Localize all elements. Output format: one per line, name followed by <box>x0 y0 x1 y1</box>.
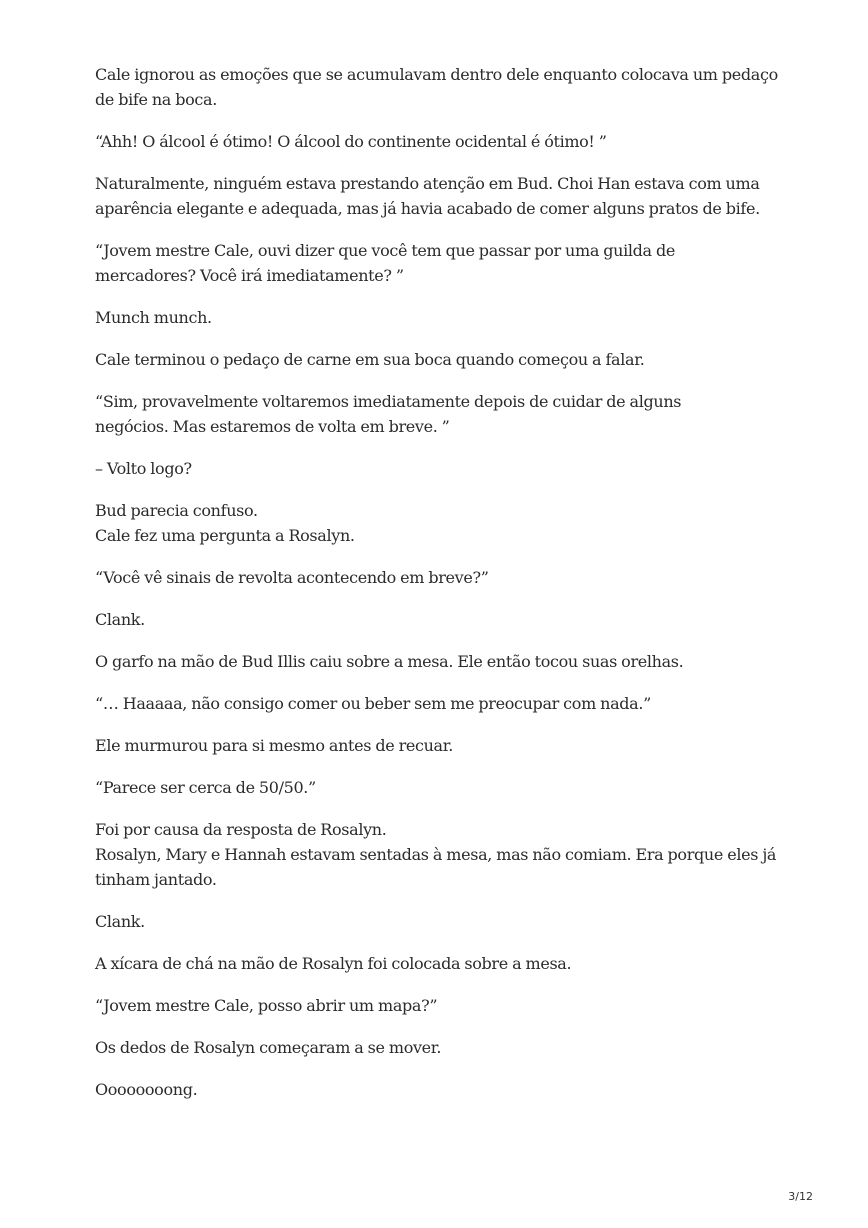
text-line: aparência elegante e adequada, mas já havia acabado de comer alguns pratos de bife. <box>95 199 760 218</box>
text-line: Naturalmente, ninguém estava prestando atenção em Bud. Choi Han estava com uma <box>95 174 760 193</box>
text-line: Oooooooong. <box>95 1080 198 1099</box>
text-line: “… Haaaaa, não consigo comer ou beber sem me preocupar com nada.” <box>95 694 651 713</box>
paragraph <box>95 238 795 288</box>
paragraph <box>95 305 795 330</box>
text-line: “Você vê sinais de revolta acontecendo em breve?” <box>95 568 489 587</box>
paragraph <box>95 1035 795 1060</box>
text-line: Munch munch. <box>95 308 212 327</box>
text-line: Cale ignorou as emoções que se acumulavam dentro dele enquanto colocava um pedaço <box>95 65 778 84</box>
text-line: “Jovem mestre Cale, posso abrir um mapa?” <box>95 996 438 1015</box>
text-line: Ele murmurou para si mesmo antes de recuar. <box>95 736 454 755</box>
paragraph <box>95 733 795 758</box>
paragraph <box>95 347 795 372</box>
paragraph <box>95 649 795 674</box>
text-line: “Parece ser cerca de 50/50.” <box>95 778 316 797</box>
paragraph <box>95 993 795 1018</box>
text-line: tinham jantado. <box>95 870 217 889</box>
text-line: negócios. Mas estaremos de volta em breve. ” <box>95 417 450 436</box>
text-line: mercadores? Você irá imediatamente? ” <box>95 266 404 285</box>
document-body <box>95 62 795 1119</box>
paragraph <box>95 775 795 800</box>
paragraph <box>95 607 795 632</box>
paragraph <box>95 1077 795 1102</box>
paragraph <box>95 565 795 590</box>
text-line: Rosalyn, Mary e Hannah estavam sentadas à mesa, mas não comiam. Era porque eles já <box>95 845 777 864</box>
text-line: O garfo na mão de Bud Illis caiu sobre a mesa. Ele então tocou suas orelhas. <box>95 652 684 671</box>
text-line: – Volto logo? <box>95 459 192 478</box>
paragraph <box>95 817 795 892</box>
page-number: 3/12 <box>788 1190 813 1203</box>
text-line: Cale terminou o pedaço de carne em sua boca quando começou a falar. <box>95 350 645 369</box>
paragraph <box>95 389 795 439</box>
text-line: “Sim, provavelmente voltaremos imediatamente depois de cuidar de alguns <box>95 392 682 411</box>
text-line: A xícara de chá na mão de Rosalyn foi colocada sobre a mesa. <box>95 954 572 973</box>
text-line: “Ahh! O álcool é ótimo! O álcool do continente ocidental é ótimo! ” <box>95 132 607 151</box>
paragraph <box>95 62 795 112</box>
paragraph <box>95 171 795 221</box>
paragraph <box>95 129 795 154</box>
text-line: Os dedos de Rosalyn começaram a se mover. <box>95 1038 442 1057</box>
text-line: “Jovem mestre Cale, ouvi dizer que você tem que passar por uma guilda de <box>95 241 675 260</box>
paragraph <box>95 498 795 548</box>
paragraph <box>95 909 795 934</box>
text-line: Bud parecia confuso. <box>95 501 258 520</box>
paragraph <box>95 691 795 716</box>
text-line: Foi por causa da resposta de Rosalyn. <box>95 820 387 839</box>
text-line: Clank. <box>95 912 145 931</box>
paragraph <box>95 456 795 481</box>
text-line: Cale fez uma pergunta a Rosalyn. <box>95 526 355 545</box>
text-line: de bife na boca. <box>95 90 217 109</box>
paragraph <box>95 951 795 976</box>
text-line: Clank. <box>95 610 145 629</box>
